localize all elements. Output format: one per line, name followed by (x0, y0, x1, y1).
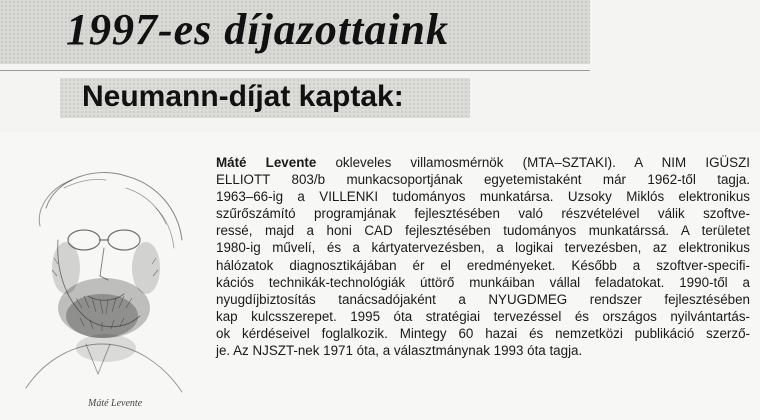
article-line: je. Az NJSZT-nek 1971 óta, a választmánynak 1993 óta tagja. (216, 343, 583, 359)
article-line: 1980-ig művelí, és a kártyatervezésben, a logikai tervezésben, az elektronikus (216, 240, 750, 256)
article-line: ok kérdéseivel foglalkozik. Mintegy 60 hazai és nemzetközi publikáció szerző- (216, 325, 750, 341)
article-line: kap kulcsszerepet. 1995 óta stratégiai tervezéssel és országos nyilvántartás- (216, 308, 750, 324)
laureate-name: Máté Levente (216, 155, 317, 170)
article-line: hálózatok diagnosztikájában ér el eredményeket. Később a szoftver-specifi- (216, 257, 750, 273)
article-line: ressé, majd a honi CAD fejlesztésében tudományos munkatárssá. A területet (216, 223, 750, 239)
article-line: ELLIOTT 803/b munkacsoportjának egyetemistaként már 1962-től tagja. (216, 172, 750, 188)
portrait-sketch (6, 148, 202, 406)
title-divider (0, 70, 590, 71)
page-title: 1997-es díjazottaink (66, 5, 450, 54)
article-line: szűrőszámító programjának fejlesztésében való részvételével válik szoftve- (216, 206, 750, 222)
article-line: nyugdíjbiztosítás tanácsadójaként a NYUGDMEG rendszer fejlesztésében (216, 291, 750, 307)
portrait-signature: Máté Levente (88, 398, 143, 409)
article-line: kációs technikák-technológiák úttörő munkáiban vállal feladatokat. 1990-től a (216, 274, 750, 290)
section-heading: Neumann-díjat kaptak: (82, 80, 404, 113)
article-line: Máté Levente okleveles villamosmérnök (MTA–SZTAKI). A NIM IGÜSZI (216, 155, 750, 170)
article-body (216, 154, 750, 359)
article-line: 1963–66-ig a VILLENKI tudományos munkatársa. Uzsoky Miklós elektronikus (216, 189, 750, 205)
